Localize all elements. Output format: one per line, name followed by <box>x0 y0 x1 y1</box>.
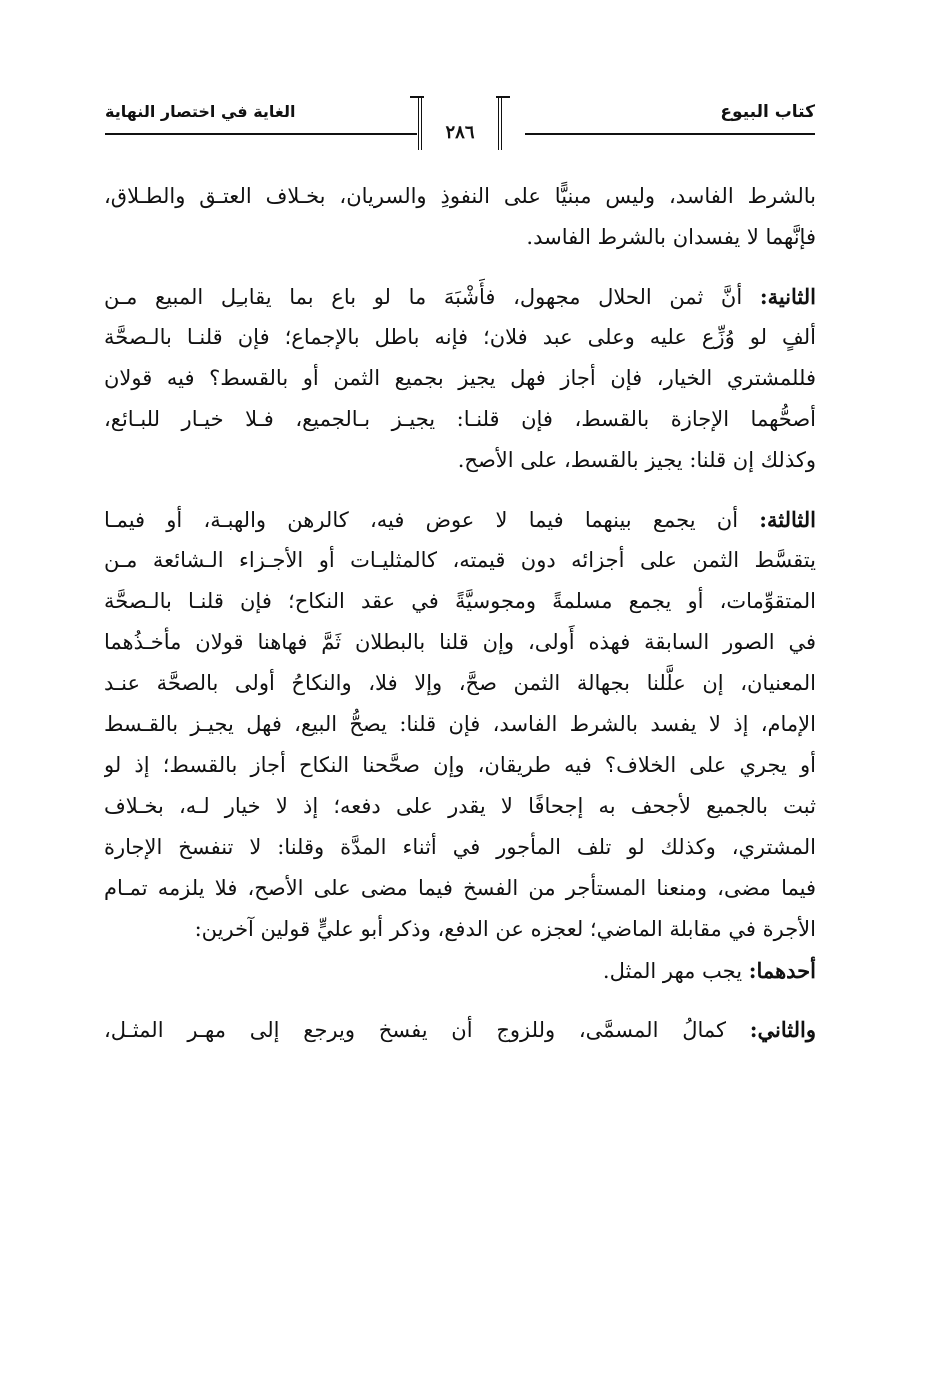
line-text: الأجرة في مقابلة الماضي؛ لعجزه عن الدفع، وذكر أبو عليٍّ قولين آخرين: <box>194 917 816 941</box>
paragraph-lead: والثاني: <box>749 1017 816 1042</box>
paragraph-gap <box>104 991 816 1009</box>
text-line <box>104 276 816 317</box>
line-text: المشتري، وكذلك لو تلف المأجور في أثناء المدَّة وقلنا: لا تنفسخ الإجارة <box>104 835 816 859</box>
line-text: ثبت بالجميع لأجحف به إجحافًا لا يقدر على دفعه؛ إذ لا خيار لـه، بخـلاف <box>104 794 816 818</box>
line-text: في الصور السابقة فهذه أَولى، وإن قلنا بالبطلان ثَمَّ فهاهنا قولان مأخـذُهما <box>104 630 816 654</box>
text-line <box>104 499 816 540</box>
paragraph-lead: أحدهما: <box>748 958 816 983</box>
line-text: أو يجري على الخلاف؟ فيه طريقان، وإن صحَّحنا النكاح أجاز بالقسط؛ إذ لو <box>104 753 816 777</box>
line-text: كمالُ المسمَّى، وللزوج أن يفسخ ويرجع إلى مهـر المثـل، <box>104 1018 726 1042</box>
text-line <box>104 786 816 827</box>
text-line <box>104 950 816 991</box>
text-line <box>104 358 816 399</box>
line-text: أنَّ ثمن الحلال مجهول، فأَشْبَهَ ما لو باع بما يقابـِل المبيع مـن <box>104 285 743 309</box>
text-line <box>104 909 816 950</box>
text-line <box>104 827 816 868</box>
line-text: فيما مضى، ومنعنا المستأجر من الفسخ فيما مضى على الأصح، فلا يلزمه تمـام <box>104 876 816 900</box>
line-text: يجب مهر المثل. <box>602 959 743 983</box>
line-text: فللمشتري الخيار، فإن أجاز فهل يجيز بجميع الثمن أو بالقسط؟ فيه قولان <box>104 366 816 390</box>
running-header <box>105 96 815 143</box>
line-text: الإمام، إذ لا يفسد بالشرط الفاسد، فإن قلنا: يصحُّ البيع، فهل يجيـز بالقـسط <box>104 712 816 736</box>
text-line <box>104 581 816 622</box>
line-text: ألفٍ لو وُزِّع عليه وعلى عبد فلان؛ فإنه باطل بالإجماع؛ فإن قلنـا بالـصحَّة <box>104 325 816 349</box>
line-text: المعنيان، إن علَّلنا بجهالة الثمن صحَّ، وإلا فلا، والنكاحُ أولى بالصحَّة عنـد <box>104 671 816 695</box>
line-text: وكذلك إن قلنا: يجيز بالقسط، على الأصح. <box>457 448 816 472</box>
text-line <box>104 317 816 358</box>
paragraph-gap <box>104 481 816 499</box>
line-text: بالشرط الفاسد، وليس مبنيًّا على النفوذِ والسريان، بخـلاف العتـق والطـلاق، <box>104 184 816 208</box>
body-text <box>104 176 816 1050</box>
paragraph-gap <box>104 258 816 276</box>
line-text: أصحُّهما الإجازة بالقسط، فإن قلنـا: يجيـز بـالجميع، فـلا خيـار للبـائع، <box>104 407 816 431</box>
header-rule-left <box>105 133 417 135</box>
line-text: أن يجمع بينهما فيما لا عوض فيه، كالرهن والهبـة، أو فيمـا <box>104 508 739 532</box>
text-line <box>104 868 816 909</box>
text-line <box>104 540 816 581</box>
text-line <box>104 176 816 217</box>
chapter-title: كتاب البيوع <box>720 102 815 122</box>
page-number: ٢٨٦ <box>445 122 475 143</box>
text-line <box>104 663 816 704</box>
text-line <box>104 217 816 258</box>
text-line <box>104 1009 816 1050</box>
line-text: فإنَّهما لا يفسدان بالشرط الفاسد. <box>526 225 816 249</box>
header-rule-right <box>525 133 815 135</box>
text-line <box>104 745 816 786</box>
line-text: المتقوِّمات، أو يجمع مسلمةً ومجوسيَّةً في عقد النكاح؛ فإن قلنـا بالـصحَّة <box>104 589 816 613</box>
book-title: الغاية في اختصار النهاية <box>105 102 296 121</box>
text-line <box>104 399 816 440</box>
paragraph-lead: الثانية: <box>759 284 816 309</box>
text-line <box>104 704 816 745</box>
text-line <box>104 440 816 481</box>
text-line <box>104 622 816 663</box>
line-text: يتقسَّط الثمن على أجزائه دون قيمته، كالمثليـات أو الأجـزاء الـشائعة مـن <box>104 548 816 572</box>
paragraph-lead: الثالثة: <box>759 507 816 532</box>
page-number-frame <box>418 98 502 150</box>
